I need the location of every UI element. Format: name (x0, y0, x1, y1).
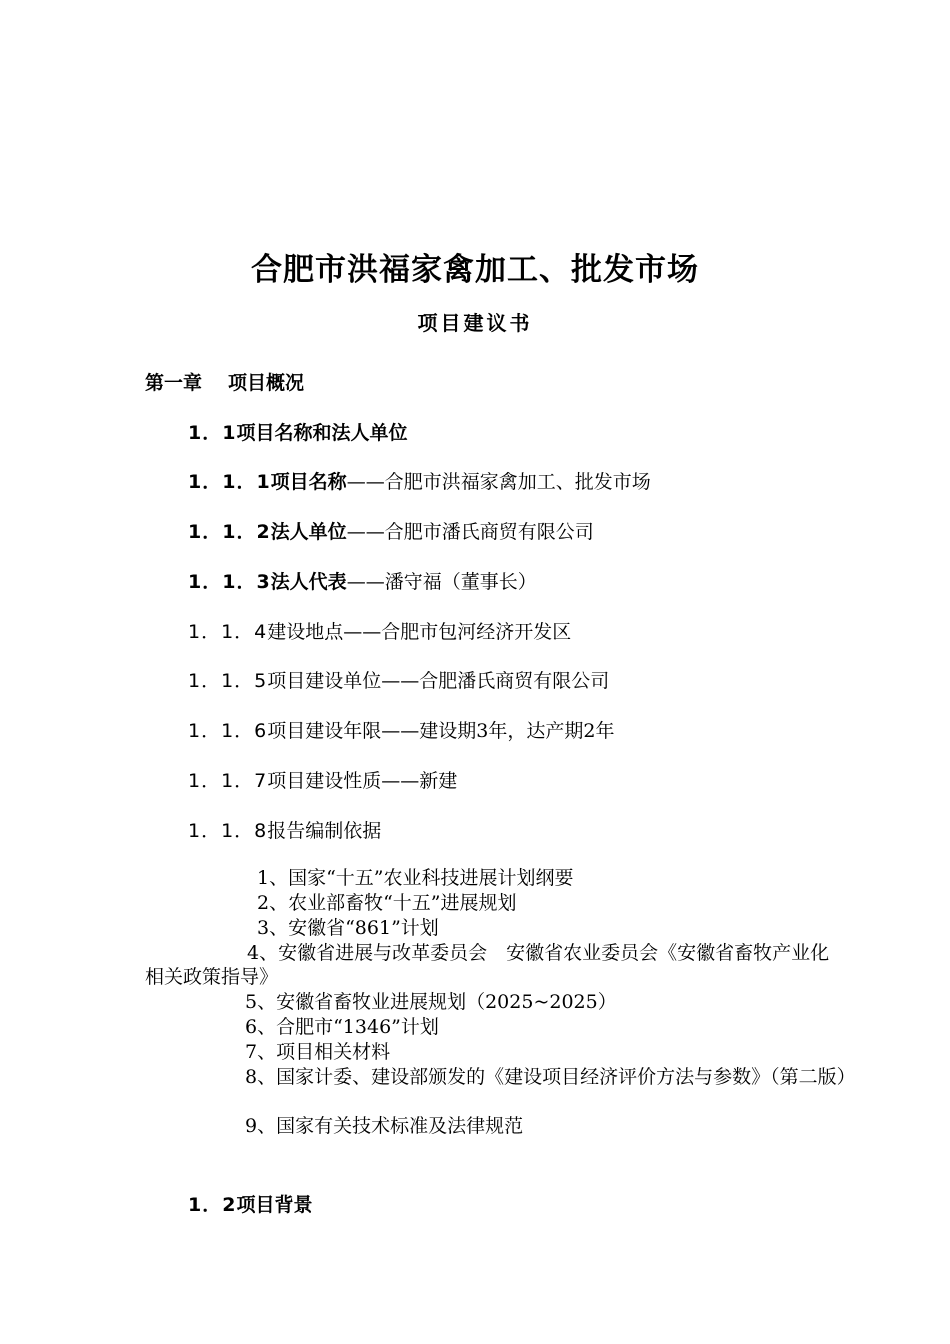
item-label: 建设地点 (267, 621, 344, 643)
item-legal-representative (188, 567, 537, 594)
chapter-title: 项目概况 (228, 372, 305, 394)
section-number: 1．2 (188, 1194, 237, 1216)
basis-item-3: 3、安徽省“861”计划 (257, 917, 439, 939)
item-construction-nature (188, 766, 457, 793)
item-number: 1．1．6 (188, 720, 268, 742)
basis-item-1: 1、国家“十五”农业科技进展计划纲要 (257, 867, 574, 889)
item-value: ——新建 (381, 770, 458, 792)
chapter-heading (145, 368, 304, 395)
item-value: ——合肥市包河经济开发区 (343, 621, 572, 643)
item-number: 1．1．8 (188, 820, 268, 842)
item-number: 1．1．4 (188, 621, 268, 643)
item-construction-site (188, 617, 571, 644)
item-construction-period (188, 716, 614, 743)
item-label: 法人单位 (270, 521, 347, 543)
document-subtitle: 项目建议书 (417, 311, 533, 335)
section-heading-1-2 (188, 1190, 312, 1217)
section-label: 项目背景 (236, 1194, 313, 1216)
basis-item-4: 4、安徽省进展与改革委员会 安徽省农业委员会《安徽省畜牧产业化相关政策指导》 (145, 942, 830, 988)
item-number: 1．1．5 (188, 670, 268, 692)
basis-item-2: 2、农业部畜牧“十五”进展规划 (257, 892, 517, 914)
item-label: 报告编制依据 (267, 820, 382, 842)
item-label: 项目建设性质 (267, 770, 382, 792)
item-number: 1．1．3 (188, 571, 271, 593)
basis-item-8: 8、国家计委、建设部颁发的《建设项目经济评价方法与参数》（第二版） (245, 1066, 856, 1088)
section-number: 1．1 (188, 422, 237, 444)
item-label: 法人代表 (270, 571, 347, 593)
section-heading-1-1 (188, 418, 407, 445)
item-label: 项目建设单位 (267, 670, 382, 692)
basis-item-5: 5、安徽省畜牧业进展规划（2025~2025） (245, 991, 617, 1013)
chapter-number: 第一章 (145, 372, 203, 394)
item-report-basis (188, 816, 381, 843)
item-value: ——合肥市潘氏商贸有限公司 (346, 521, 594, 543)
basis-item-7: 7、项目相关材料 (245, 1041, 391, 1063)
basis-item-9: 9、国家有关技术标准及法律规范 (245, 1115, 524, 1137)
item-number: 1．1．7 (188, 770, 268, 792)
item-project-name (188, 467, 651, 494)
item-value: ——合肥潘氏商贸有限公司 (381, 670, 610, 692)
basis-item-6: 6、合肥市“1346”计划 (245, 1016, 439, 1038)
item-construction-unit (188, 666, 609, 693)
item-label: 项目名称 (270, 471, 347, 493)
document-title: 合肥市洪福家禽加工、批发市场 (251, 252, 699, 288)
item-label: 项目建设年限 (267, 720, 382, 742)
item-number: 1．1．2 (188, 521, 271, 543)
item-value: ——潘守福（董事长） (346, 571, 537, 593)
item-value: ——建设期3年，达产期2年 (381, 720, 615, 742)
section-label: 项目名称和法人单位 (236, 422, 408, 444)
item-number: 1．1．1 (188, 471, 271, 493)
item-value: ——合肥市洪福家禽加工、批发市场 (346, 471, 651, 493)
item-legal-entity (188, 517, 594, 544)
